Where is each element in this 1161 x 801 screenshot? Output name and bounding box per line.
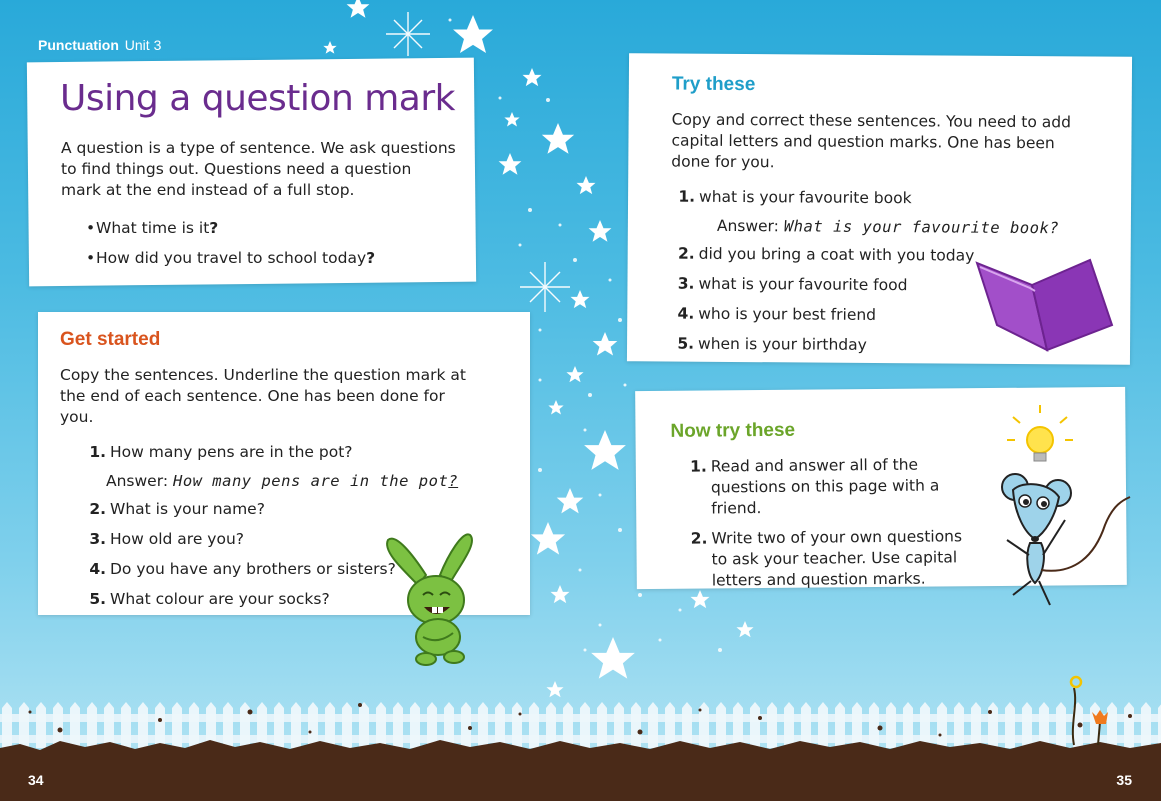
page-number-right: 35 xyxy=(1116,772,1132,788)
intro-text: A question is a type of sentence. We ask questions to find things out. Questions need a question mark at the end instead of a full stop. xyxy=(61,139,456,199)
list-item: 2. What is your name? xyxy=(89,500,265,518)
fence-picket xyxy=(1124,702,1134,748)
example-list xyxy=(86,213,456,273)
star-icon xyxy=(571,290,590,308)
fence-picket xyxy=(70,702,80,748)
fence-picket xyxy=(308,702,318,748)
fence-picket xyxy=(325,702,335,748)
list-item: 2. did you bring a coat with you today xyxy=(677,244,975,265)
fence-picket xyxy=(818,702,828,748)
mouse-character xyxy=(995,405,1135,615)
page-title: Using a question mark xyxy=(60,78,455,119)
fence-picket xyxy=(665,702,675,748)
fence-picket xyxy=(461,702,471,748)
star-icon xyxy=(542,123,574,154)
fence-picket xyxy=(291,702,301,748)
open-book-icon xyxy=(972,255,1122,355)
try-these-list xyxy=(677,187,1131,211)
get-started-answer: Answer: How many pens are in the pot? xyxy=(106,472,459,490)
star-icon xyxy=(589,220,612,242)
fence-picket xyxy=(2,702,12,748)
star-icon xyxy=(453,15,493,53)
list-item: 1. Read and answer all of the questions on this page with a friend. xyxy=(690,455,940,518)
list-item: 3. How old are you? xyxy=(89,530,244,548)
get-started-list xyxy=(88,442,530,463)
get-started-heading: Get started xyxy=(60,329,161,350)
star-icon xyxy=(736,621,753,637)
get-started-instructions: Copy the sentences. Underline the question mark at the end of each sentence. One has been done for you. xyxy=(60,366,466,426)
fence-picket xyxy=(53,702,63,748)
fence-picket xyxy=(648,702,658,748)
fence-picket xyxy=(478,702,488,748)
fence-picket xyxy=(937,702,947,748)
fence-picket xyxy=(1141,702,1151,748)
star-icon xyxy=(499,153,522,175)
list-item: 1. what is your favourite book xyxy=(678,187,912,208)
star-icon xyxy=(593,332,618,356)
intro-body xyxy=(61,138,456,273)
fence-picket xyxy=(750,702,760,748)
list-item: 5. What colour are your socks? xyxy=(89,590,330,608)
list-item: 5. when is your birthday xyxy=(677,334,867,354)
star-icon xyxy=(546,681,563,697)
fence-picket xyxy=(444,702,454,748)
fence-picket xyxy=(87,702,97,748)
star-icon xyxy=(523,68,542,86)
fence-picket xyxy=(920,702,930,748)
list-item: 4. who is your best friend xyxy=(677,304,877,324)
fence-picket xyxy=(495,702,505,748)
fence-picket xyxy=(342,702,352,748)
star-icon xyxy=(323,41,336,54)
fence-picket xyxy=(988,702,998,748)
fence-picket xyxy=(274,702,284,748)
fence-picket xyxy=(1022,702,1032,748)
star-icon xyxy=(557,488,584,513)
fence-picket xyxy=(682,702,692,748)
try-these-answer: Answer: What is your favourite book? xyxy=(716,216,1060,238)
subject-label: Punctuation xyxy=(38,37,119,53)
list-item: 4. Do you have any brothers or sisters? xyxy=(89,560,396,578)
fence-picket xyxy=(223,702,233,748)
list-item: 1. How many pens are in the pot? xyxy=(89,443,353,461)
fence-picket xyxy=(954,702,964,748)
star-icon xyxy=(531,522,565,555)
star-icon xyxy=(691,590,710,608)
fence-picket xyxy=(546,702,556,748)
soil-illustration xyxy=(0,740,1161,801)
fence-picket xyxy=(104,702,114,748)
fence-picket xyxy=(393,702,403,748)
star-icon xyxy=(577,176,596,194)
list-item: 2. Write two of your own questions to ask your teacher. Use capital letters and question marks. xyxy=(690,527,963,590)
rabbit-character xyxy=(378,525,498,670)
page-number-left: 34 xyxy=(28,772,44,788)
star-icon xyxy=(347,0,370,18)
fence-picket xyxy=(189,702,199,748)
light-bulb-icon xyxy=(1007,405,1073,461)
list-item: •What time is it? xyxy=(86,219,219,237)
fence-picket xyxy=(529,702,539,748)
fence-picket xyxy=(138,702,148,748)
page-header xyxy=(38,37,161,53)
star-icon xyxy=(551,585,570,603)
fence-picket xyxy=(1056,702,1066,748)
list-item: 3. what is your favourite food xyxy=(677,274,908,295)
fence-picket xyxy=(971,702,981,748)
fence-picket xyxy=(733,702,743,748)
now-try-heading: Now try these xyxy=(670,419,796,442)
star-icon xyxy=(566,366,583,382)
fence-picket xyxy=(1039,702,1049,748)
fence-picket xyxy=(631,702,641,748)
fence-picket xyxy=(427,702,437,748)
fence-picket xyxy=(36,702,46,748)
fence-picket xyxy=(614,702,624,748)
fence-picket xyxy=(597,702,607,748)
fence-picket xyxy=(19,702,29,748)
fence-picket xyxy=(835,702,845,748)
list-item: •How did you travel to school today? xyxy=(86,249,376,267)
fence-picket xyxy=(359,702,369,748)
fence-picket xyxy=(886,702,896,748)
fence-picket xyxy=(784,702,794,748)
star-icon xyxy=(504,112,519,126)
fence-picket xyxy=(801,702,811,748)
try-these-instructions: Copy and correct these sentences. You need to add capital letters and question marks. One has been done for you. xyxy=(671,110,1072,172)
fence-picket xyxy=(410,702,420,748)
fence-picket xyxy=(903,702,913,748)
fence-picket xyxy=(512,702,522,748)
now-try-list xyxy=(689,454,980,592)
try-these-heading: Try these xyxy=(671,73,756,96)
star-icon xyxy=(584,430,626,470)
fence-picket xyxy=(376,702,386,748)
fence-picket xyxy=(852,702,862,748)
fence-picket xyxy=(716,702,726,748)
star-icon xyxy=(548,400,563,414)
fence-picket xyxy=(121,702,131,748)
fence-picket xyxy=(257,702,267,748)
fence-picket xyxy=(240,702,250,748)
fence-picket xyxy=(1005,702,1015,748)
fence-picket xyxy=(767,702,777,748)
fence-picket xyxy=(580,702,590,748)
star-icon xyxy=(591,637,635,679)
fence-picket xyxy=(869,702,879,748)
fence-picket xyxy=(1107,702,1117,748)
fence-picket xyxy=(155,702,165,748)
fence-picket xyxy=(563,702,573,748)
fence-picket xyxy=(172,702,182,748)
unit-label: Unit 3 xyxy=(124,37,162,53)
